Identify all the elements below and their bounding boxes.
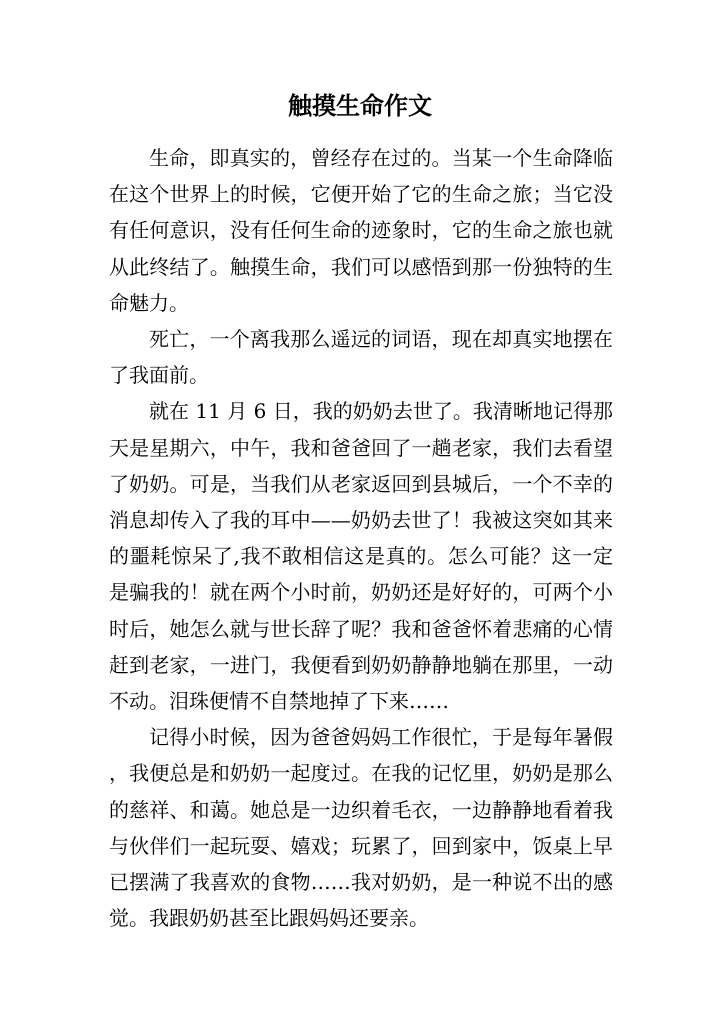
paragraph-4: 记得小时候，因为爸爸妈妈工作很忙，于是每年暑假，我便总是和奶奶一起度过。在我的记忆里，奶奶是那么的慈祥、和蔼。她总是一边织着毛衣，一边静静地看着我与伙伴们一起玩耍、嬉戏；玩累了，回到家中，饭桌上早已摆满了我喜欢的食物……我对奶奶，是一种说不出的感觉。我跟奶奶甚至比跟妈妈还要亲。 — [109, 725, 613, 931]
paragraph-2: 死亡，一个离我那么遥远的词语，现在却真实地摆在了我面前。 — [109, 327, 613, 388]
document-title: 触摸生命作文 — [288, 92, 432, 120]
paragraph-3: 就在 11 月 6 日，我的奶奶去世了。我清晰地记得那天是星期六，中午，我和爸爸回了一趟老家，我们去看望了奶奶。可是，当我们从老家返回到县城后，一个不幸的消息却传入了我的耳中——奶奶去世了！我被这突如其来的噩耗惊呆了,我不敢相信这是真的。怎么可能？这一定是骗我的！就在两个小时前，奶奶还是好好的，可两个小时后，她怎么就与世长辞了呢？我和爸爸怀着悲痛的心情赶到老家，一进门，我便看到奶奶静静地躺在那里，一动不动。泪珠便情不自禁地掉了下来…… — [109, 399, 613, 714]
paragraph-1: 生命，即真实的，曾经存在过的。当某一个生命降临在这个世界上的时候，它便开始了它的生命之旅；当它没有任何意识，没有任何生命的迹象时，它的生命之旅也就从此终结了。触摸生命，我们可以感悟到那一份独特的生命魅力。 — [109, 146, 613, 315]
document-body — [109, 140, 613, 936]
